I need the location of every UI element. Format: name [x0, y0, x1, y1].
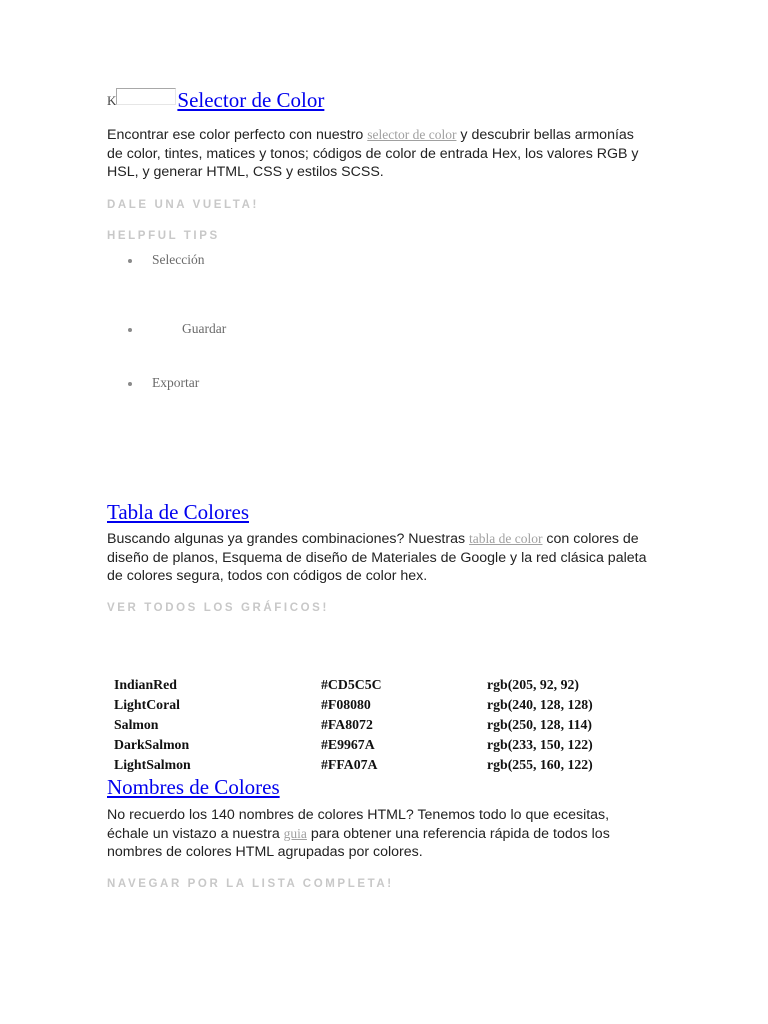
- color-hex-cell: #FA8072: [321, 717, 373, 732]
- color-hex-cell: #F08080: [321, 697, 371, 712]
- color-table: [114, 675, 647, 775]
- helpful-tips-heading: HELPFUL TIPS: [107, 230, 220, 242]
- logo-letter: K: [107, 93, 117, 108]
- color-table-row: [114, 715, 647, 735]
- selector-de-color-link[interactable]: selector de color: [367, 127, 457, 142]
- nombres-description-text-2: para obtener una referencia rápida de todos los nombres de colores HTML agrupadas por colores.: [107, 825, 610, 860]
- tabla-description-text-1: Buscando algunas ya grandes combinaciones? Nuestras: [107, 531, 470, 547]
- bullet-icon: [128, 259, 132, 263]
- color-rgb-cell: rgb(255, 160, 122): [487, 757, 593, 772]
- selector-description: [107, 126, 647, 182]
- color-table-row: [114, 735, 647, 755]
- logo-image-placeholder: [116, 88, 176, 105]
- color-rgb-cell: rgb(233, 150, 122): [487, 737, 593, 752]
- ver-todos-los-graficos-button[interactable]: VER TODOS LOS GRÁFICOS!: [107, 602, 329, 614]
- color-name-cell: IndianRed: [114, 677, 177, 692]
- color-table-row: [114, 675, 647, 695]
- guia-link[interactable]: guia: [283, 825, 307, 841]
- selector-de-color-title-link[interactable]: Selector de Color: [177, 88, 325, 112]
- color-name-cell: Salmon: [114, 717, 159, 732]
- color-name-cell: LightCoral: [114, 697, 180, 712]
- nombres-description: [107, 806, 647, 862]
- tabla-de-colores-title-link[interactable]: Tabla de Colores: [107, 500, 249, 524]
- color-table-row: [114, 755, 647, 775]
- color-table-body: [114, 675, 647, 775]
- color-name-cell: DarkSalmon: [114, 737, 190, 752]
- color-table-row: [114, 695, 647, 715]
- selector-header: [107, 88, 324, 118]
- color-name-cell: LightSalmon: [114, 757, 191, 772]
- tabla-description-text-2: con colores de diseño de planos, Esquema de diseño de Materiales de Google y la red clásica paleta de colores segura, todos con códigos de color hex.: [107, 531, 647, 584]
- tabla-description: [107, 530, 659, 586]
- dale-una-vuelta-button[interactable]: DALE UNA VUELTA!: [107, 199, 259, 211]
- nombres-description-text-1: No recuerdo los 140 nombres de colores HTML? Tenemos todo lo que ecesitas, échale un vistazo a nuestra: [107, 807, 610, 842]
- tabla-de-color-link[interactable]: tabla de color: [469, 531, 543, 546]
- color-hex-cell: #CD5C5C: [321, 677, 382, 692]
- helpful-tips-list: [128, 252, 428, 402]
- tip-label: Guardar: [182, 321, 227, 336]
- color-hex-cell: #FFA07A: [321, 757, 378, 772]
- nombres-de-colores-title-link[interactable]: Nombres de Colores: [107, 775, 280, 799]
- color-rgb-cell: rgb(250, 128, 114): [487, 717, 593, 732]
- navegar-lista-completa-button[interactable]: NAVEGAR POR LA LISTA COMPLETA!: [107, 878, 394, 890]
- color-rgb-cell: rgb(205, 92, 92): [487, 677, 579, 692]
- color-rgb-cell: rgb(240, 128, 128): [487, 697, 593, 712]
- selector-description-text-2: y descubrir bellas armonías de color, tintes, matices y tonos; códigos de color de entrada Hex, los valores RGB y HSL, y generar HTML, CSS y estilos SCSS.: [107, 127, 639, 180]
- color-hex-cell: #E9967A: [321, 737, 375, 752]
- tip-label: Exportar: [152, 375, 200, 390]
- bullet-icon: [128, 328, 132, 332]
- selector-description-text-1: Encontrar ese color perfecto con nuestro: [107, 127, 368, 143]
- bullet-icon: [128, 382, 132, 386]
- tip-label: Selección: [152, 252, 205, 267]
